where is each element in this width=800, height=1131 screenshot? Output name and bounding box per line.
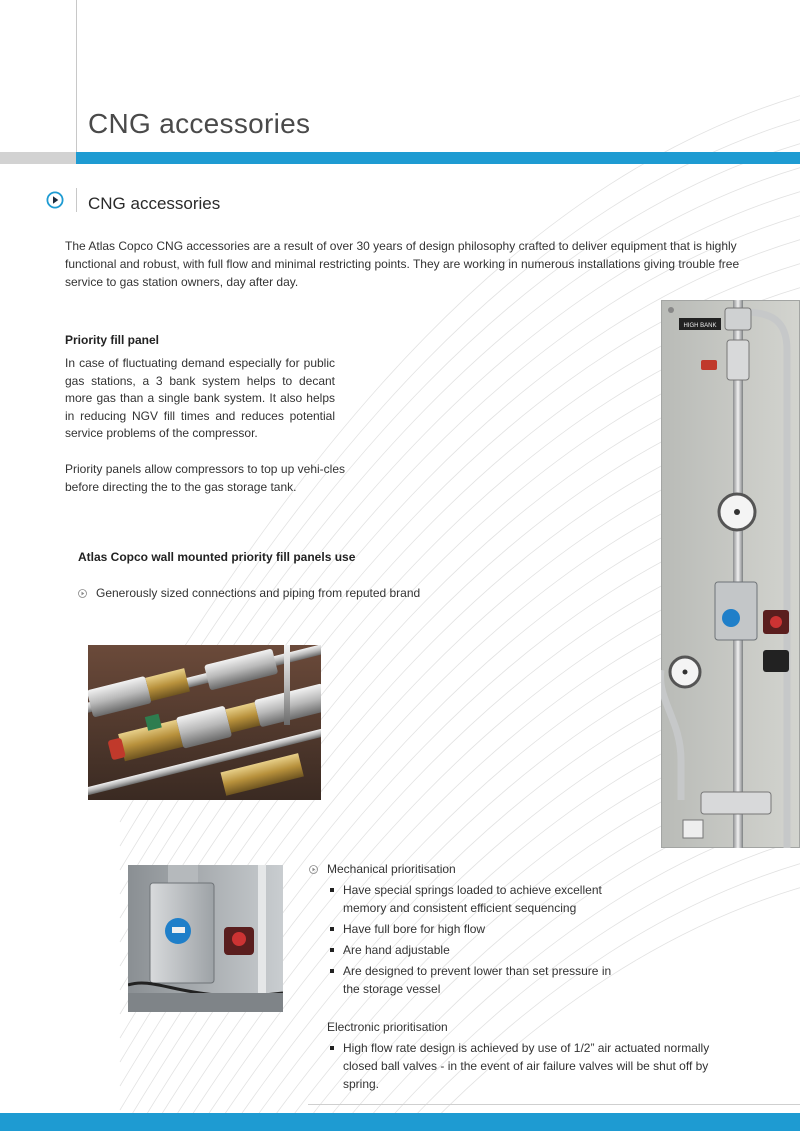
- electronic-list: [327, 1039, 727, 1093]
- wall-bullet-text: Generously sized connections and piping from reputed brand: [96, 586, 421, 600]
- intro-paragraph: The Atlas Copco CNG accessories are a result of over 30 years of design philosophy crafted to deliver equipment that is highly functional and robust, with full flow and minimal restricting points. They are working in numerous installations giving trouble free service to gas station owners, day after day.: [65, 239, 740, 289]
- list-item: Have full bore for high flow: [327, 920, 627, 938]
- actuator-closeup-photo: [128, 865, 283, 1012]
- list-item: Have special springs loaded to achieve excellent memory and consistent efficient sequencing: [327, 881, 627, 917]
- section-divider: [76, 188, 77, 212]
- list-item: Are designed to prevent lower than set pressure in the storage vessel: [327, 962, 627, 998]
- priority-paragraph-2: Priority panels allow compressors to top up vehi-cles before directing the to the gas storage tank.: [65, 462, 345, 494]
- list-item: High flow rate design is achieved by use of 1/2” air actuated normally closed ball valves - in the event of air failure valves will be shut off by spring.: [327, 1039, 727, 1093]
- header-band-grey: [0, 152, 76, 164]
- footer-band: [0, 1113, 800, 1131]
- header-band-blue: [76, 152, 800, 164]
- wall-panels-heading: Atlas Copco wall mounted priority fill panels use: [78, 550, 356, 564]
- valve-assembly-photo: [88, 645, 321, 800]
- high-bank-label: HIGH BANK: [683, 323, 717, 329]
- list-item: Are hand adjustable: [327, 941, 627, 959]
- play-bullet-icon: [309, 865, 318, 874]
- priority-heading: Priority fill panel: [65, 333, 160, 347]
- play-bullet-icon: [78, 589, 87, 598]
- mechanical-list: [327, 881, 627, 1001]
- mechanical-heading: Mechanical prioritisation: [327, 862, 456, 876]
- priority-fill-panel-photo: [661, 300, 800, 848]
- header-vertical-rule: [76, 0, 77, 152]
- play-circle-icon: [46, 191, 64, 209]
- section-title: CNG accessories: [88, 194, 221, 213]
- footer-rule: [308, 1104, 800, 1105]
- electronic-heading: Electronic prioritisation: [327, 1020, 448, 1034]
- priority-paragraph-1: In case of fluctuating demand especially for public gas stations, a 3 bank system helps to decant more gas than a single bank system. It also helps in reducing NGV fill times and reduces potential service problems of the compressor.: [65, 356, 335, 441]
- page-title: CNG accessories: [88, 108, 311, 139]
